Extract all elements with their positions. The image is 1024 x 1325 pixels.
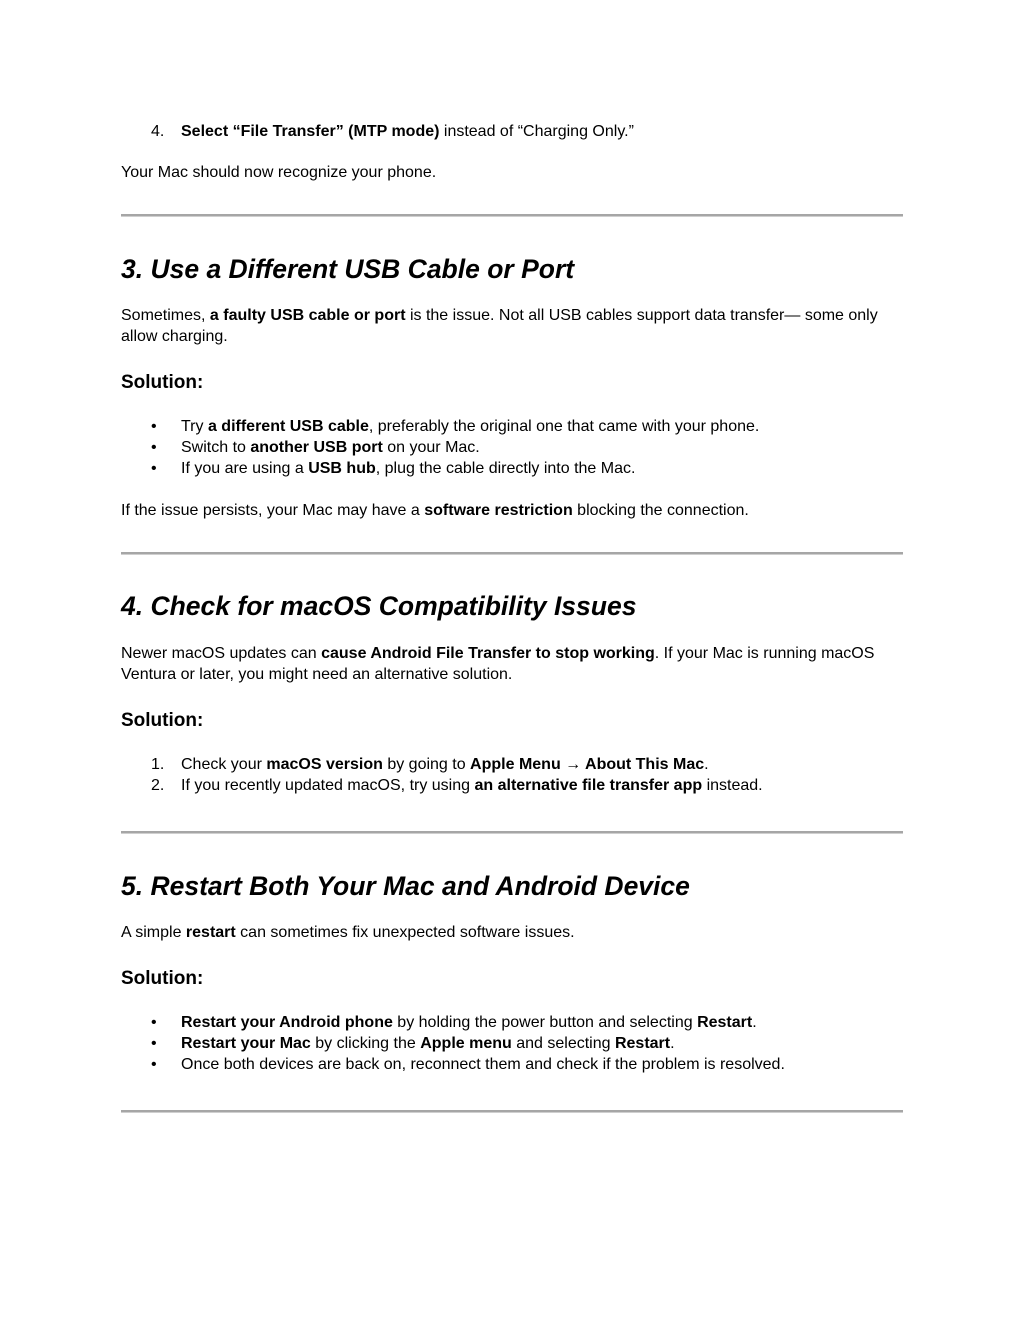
list-item: • Restart your Mac by clicking the Apple menu and selecting Restart. [151, 1035, 675, 1052]
paragraph: Sometimes, a faulty USB cable or port is the issue. Not all USB cables support data transfer— some only allow charging. [121, 307, 878, 345]
list-item: • Try a different USB cable, preferably the original one that came with your phone. [151, 418, 760, 435]
bullet-list [121, 1012, 911, 1075]
section-divider [121, 1110, 903, 1113]
section-heading: 3. Use a Different USB Cable or Port [121, 254, 575, 284]
list-item: 2. If you recently updated macOS, try using an alternative file transfer app instead. [151, 777, 763, 794]
solution-heading: Solution: [121, 710, 204, 731]
bullet-icon: • [151, 418, 157, 435]
bullet-icon: • [151, 1056, 157, 1073]
solution-heading: Solution: [121, 968, 204, 989]
list-item: • Switch to another USB port on your Mac. [151, 439, 480, 456]
section-heading: 5. Restart Both Your Mac and Android Device [121, 871, 690, 901]
section-divider [121, 552, 903, 555]
list-item: • If you are using a USB hub, plug the cable directly into the Mac. [151, 460, 636, 477]
paragraph: Your Mac should now recognize your phone. [121, 164, 437, 181]
paragraph: Newer macOS updates can cause Android File Transfer to stop working. If your Mac is running macOS Ventura or later, you might need an alternative solution. [121, 645, 875, 683]
section-heading: 4. Check for macOS Compatibility Issues [121, 591, 637, 621]
numbered-list-carryover [121, 121, 911, 142]
list-number: 4. [151, 123, 165, 140]
paragraph: If the issue persists, your Mac may have a software restriction blocking the connection. [121, 502, 749, 519]
bullet-icon: • [151, 460, 157, 477]
list-item: • Restart your Android phone by holding the power button and selecting Restart. [151, 1014, 757, 1031]
list-item: 4. Select “File Transfer” (MTP mode) instead of “Charging Only.” [151, 123, 634, 140]
section-divider [121, 831, 903, 834]
list-number: 1. [151, 756, 165, 773]
bullet-icon: • [151, 1035, 157, 1052]
bullet-icon: • [151, 1014, 157, 1031]
paragraph: A simple restart can sometimes fix unexpected software issues. [121, 924, 575, 941]
solution-heading: Solution: [121, 372, 204, 393]
bullet-list [121, 416, 911, 479]
list-item: • Once both devices are back on, reconnect them and check if the problem is resolved. [151, 1056, 785, 1073]
bullet-icon: • [151, 439, 157, 456]
list-item: 1. Check your macOS version by going to Apple Menu → About This Mac. [151, 756, 709, 773]
numbered-list [121, 754, 911, 796]
list-number: 2. [151, 777, 165, 794]
section-divider [121, 214, 903, 217]
